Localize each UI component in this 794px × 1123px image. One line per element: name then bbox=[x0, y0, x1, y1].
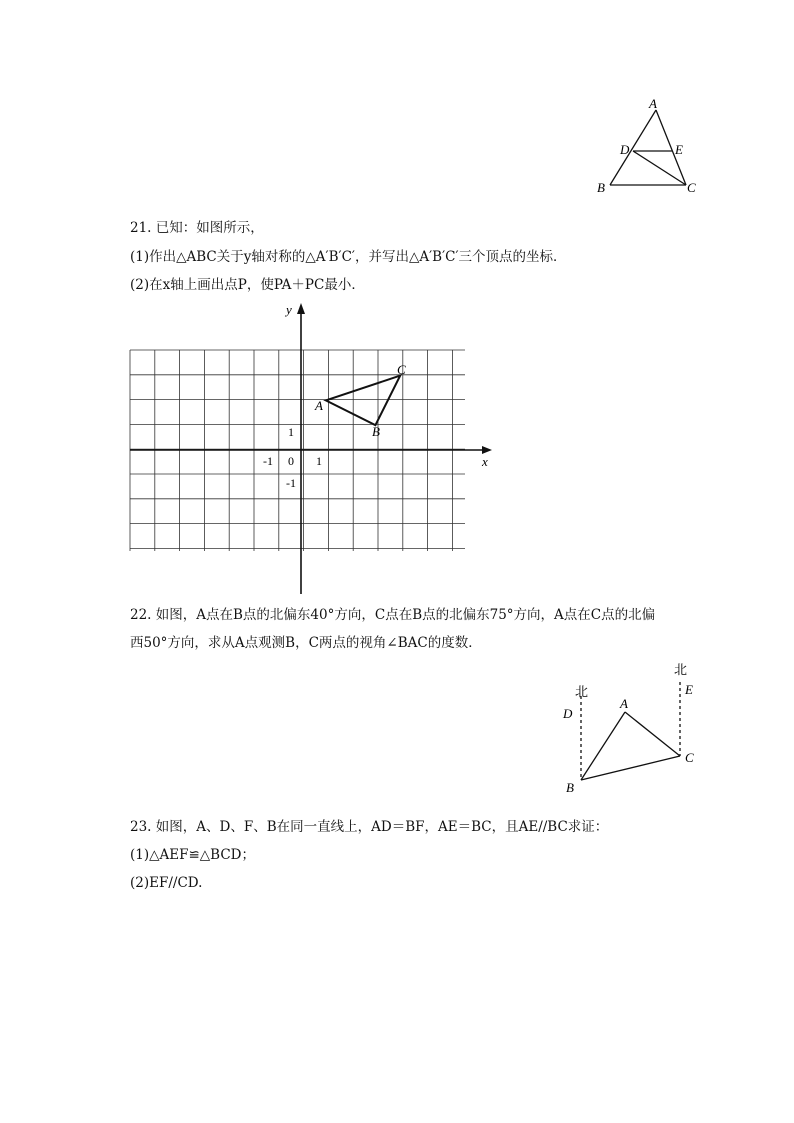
q23-line2: (1)△AEF≌△BCD； bbox=[130, 847, 255, 863]
label-D: D bbox=[563, 706, 573, 721]
figure-coordinate-grid bbox=[120, 298, 500, 598]
q23-line1: 23. 如图，A、D、F、B在同一直线上，AD＝BF，AE＝BC，且AE//BC求证： bbox=[130, 819, 609, 835]
q21-line2: (1)作出△ABC关于y轴对称的△A′B′C′，并写出△A′B′C′三个顶点的坐标． bbox=[130, 249, 567, 265]
label-A: A bbox=[620, 696, 628, 711]
q21-line1: 21. 已知：如图所示， bbox=[130, 220, 264, 236]
north-label-right: 北 bbox=[674, 663, 688, 678]
axis-label-x: x bbox=[482, 454, 488, 469]
tick-origin: 0 bbox=[288, 454, 294, 468]
label-E: E bbox=[675, 142, 683, 157]
north-label-left: 北 bbox=[575, 685, 589, 700]
q22-line2: 西50°方向，求从A点观测B，C两点的视角∠BAC的度数． bbox=[130, 635, 482, 651]
label-D: D bbox=[620, 142, 630, 157]
tick-x-1: 1 bbox=[316, 454, 322, 468]
q23-line3: (2)EF//CD. bbox=[130, 875, 203, 891]
y-axis-arrow bbox=[297, 303, 305, 314]
label-A: A bbox=[649, 96, 657, 111]
x-axis-arrow bbox=[482, 446, 492, 454]
q22-line1: 22. 如图，A点在B点的北偏东40°方向，C点在B点的北偏东75°方向，A点在C点的北偏 bbox=[130, 607, 656, 623]
label-B: B bbox=[597, 180, 605, 195]
triangle-abc bbox=[326, 376, 400, 426]
point-label-A: A bbox=[315, 398, 323, 413]
tick-x-neg1: -1 bbox=[263, 454, 273, 468]
q21-line3: (2)在x轴上画出点P，使PA＋PC最小． bbox=[130, 277, 365, 293]
figure-triangle-ade bbox=[590, 92, 710, 200]
tick-y-1: 1 bbox=[288, 425, 294, 439]
label-C: C bbox=[687, 180, 696, 195]
figure-bearing bbox=[555, 660, 705, 800]
label-B: B bbox=[566, 780, 574, 795]
label-E: E bbox=[685, 682, 693, 697]
point-label-B: B bbox=[372, 424, 380, 439]
axis-label-y: y bbox=[286, 302, 292, 317]
label-C: C bbox=[685, 750, 694, 765]
point-label-C: C bbox=[397, 362, 406, 377]
tick-y-neg1: -1 bbox=[286, 476, 296, 490]
